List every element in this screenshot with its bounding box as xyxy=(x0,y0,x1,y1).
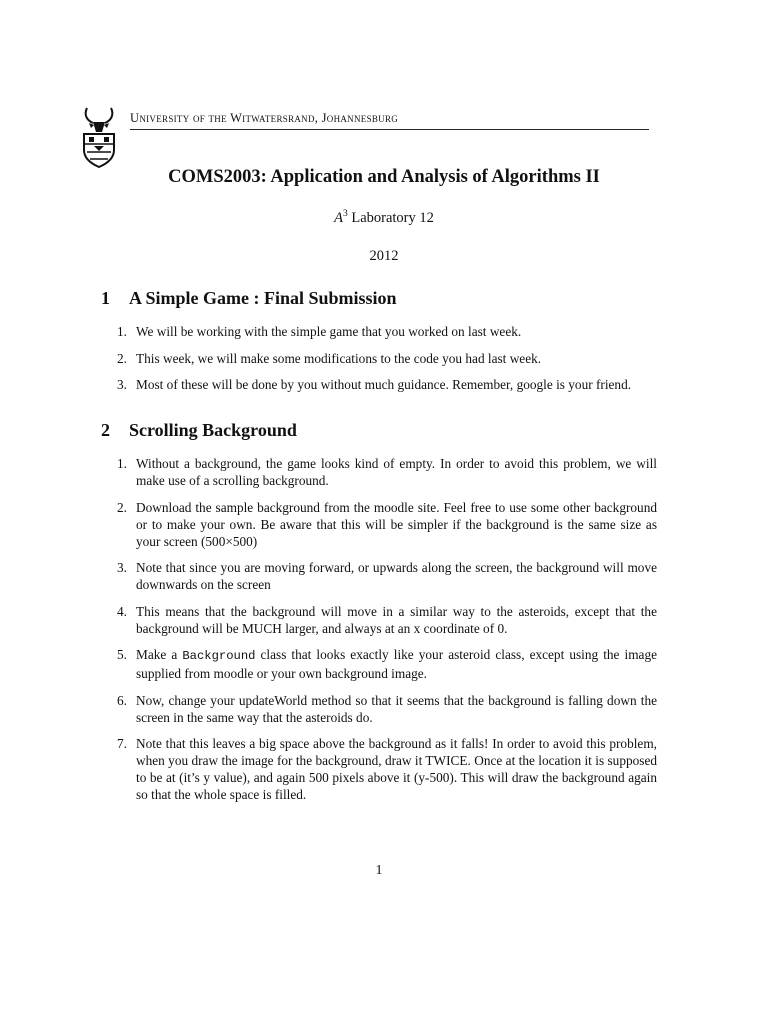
document-year: 2012 xyxy=(369,248,399,264)
list-item-text: This means that the background will move in a similar way to the asteroids, except that the background will be MUCH larger, and always at an x coordinate of 0. xyxy=(136,603,657,636)
list-item-text: This week, we will make some modifications to the code you had last week. xyxy=(136,350,542,366)
section-1-list xyxy=(117,323,657,403)
section-title: A Simple Game : Final Submission xyxy=(129,288,397,308)
section-heading-1 xyxy=(101,288,397,309)
list-item xyxy=(117,350,657,367)
list-item-number: 5. xyxy=(117,647,127,662)
lab-text: Laboratory 12 xyxy=(347,209,434,226)
list-item-number: 3. xyxy=(117,377,127,392)
section-heading-2 xyxy=(101,420,297,441)
lab-subtitle xyxy=(0,209,768,227)
list-item-text: Note that this leaves a big space above the background as it falls! In order to avoid this problem, when you draw the image for the background, draw it TWICE. Once at the location it is supposed to be at (it’s y value), and again 500 pixels above it (y-500). This will draw the background again so that the whole space is filled. xyxy=(136,736,657,802)
list-item-number: 2. xyxy=(117,499,127,515)
list-item-text: Most of these will be done by you without much guidance. Remember, google is your friend. xyxy=(136,377,632,392)
list-item-text: Download the sample background from the moodle site. Feel free to use some other background or to make your own. Be aware that this will be simpler if the background is the same size as your screen (500×500) xyxy=(136,499,657,549)
list-item xyxy=(117,323,657,340)
page-number: 1 xyxy=(375,863,383,878)
section-2-list xyxy=(117,455,657,813)
list-item-text: We will be working with the simple game that you worked on last week. xyxy=(136,324,522,339)
list-item xyxy=(117,735,657,803)
list-item-text: Without a background, the game looks kind of empty. In order to avoid this problem, we will make use of a scrolling background. xyxy=(136,456,657,488)
list-item-text: Now, change your updateWorld method so that it seems that the background is falling down the screen in the same way that the asteroids do. xyxy=(136,692,657,725)
university-crest-icon xyxy=(78,106,120,168)
section-title: Scrolling Background xyxy=(129,420,297,440)
list-item-text-post: class that looks exactly like your asteroid class, except using the image supplied from moodle or your own background image. xyxy=(136,647,658,681)
list-item-text: Note that since you are moving forward, or upwards along the screen, the background will move downwards on the screen xyxy=(136,560,657,592)
list-item xyxy=(117,455,657,489)
lab-superscript: 3 xyxy=(342,209,348,219)
list-item xyxy=(117,559,657,593)
list-item-number: 1. xyxy=(117,324,127,339)
code-class-name: Background xyxy=(182,649,256,663)
section-number: 1 xyxy=(101,288,110,308)
section-number: 2 xyxy=(101,420,110,440)
list-item xyxy=(117,692,657,726)
list-item xyxy=(117,499,657,550)
list-item-number: 1. xyxy=(117,456,127,471)
lab-prefix: A xyxy=(334,209,343,226)
list-item-number: 3. xyxy=(117,560,127,575)
university-name: University of the Witwatersrand, Johannesburg xyxy=(130,111,399,125)
list-item-number: 4. xyxy=(117,603,127,619)
list-item-number: 2. xyxy=(117,350,127,366)
list-item xyxy=(117,603,657,637)
header-rule xyxy=(130,129,649,130)
list-item xyxy=(117,646,657,682)
list-item-text-pre: Make a xyxy=(136,647,183,662)
list-item xyxy=(117,376,657,393)
list-item-number: 7. xyxy=(117,736,127,751)
document-title: COMS2003: Application and Analysis of Algorithms II xyxy=(168,167,600,187)
list-item-number: 6. xyxy=(117,692,127,708)
